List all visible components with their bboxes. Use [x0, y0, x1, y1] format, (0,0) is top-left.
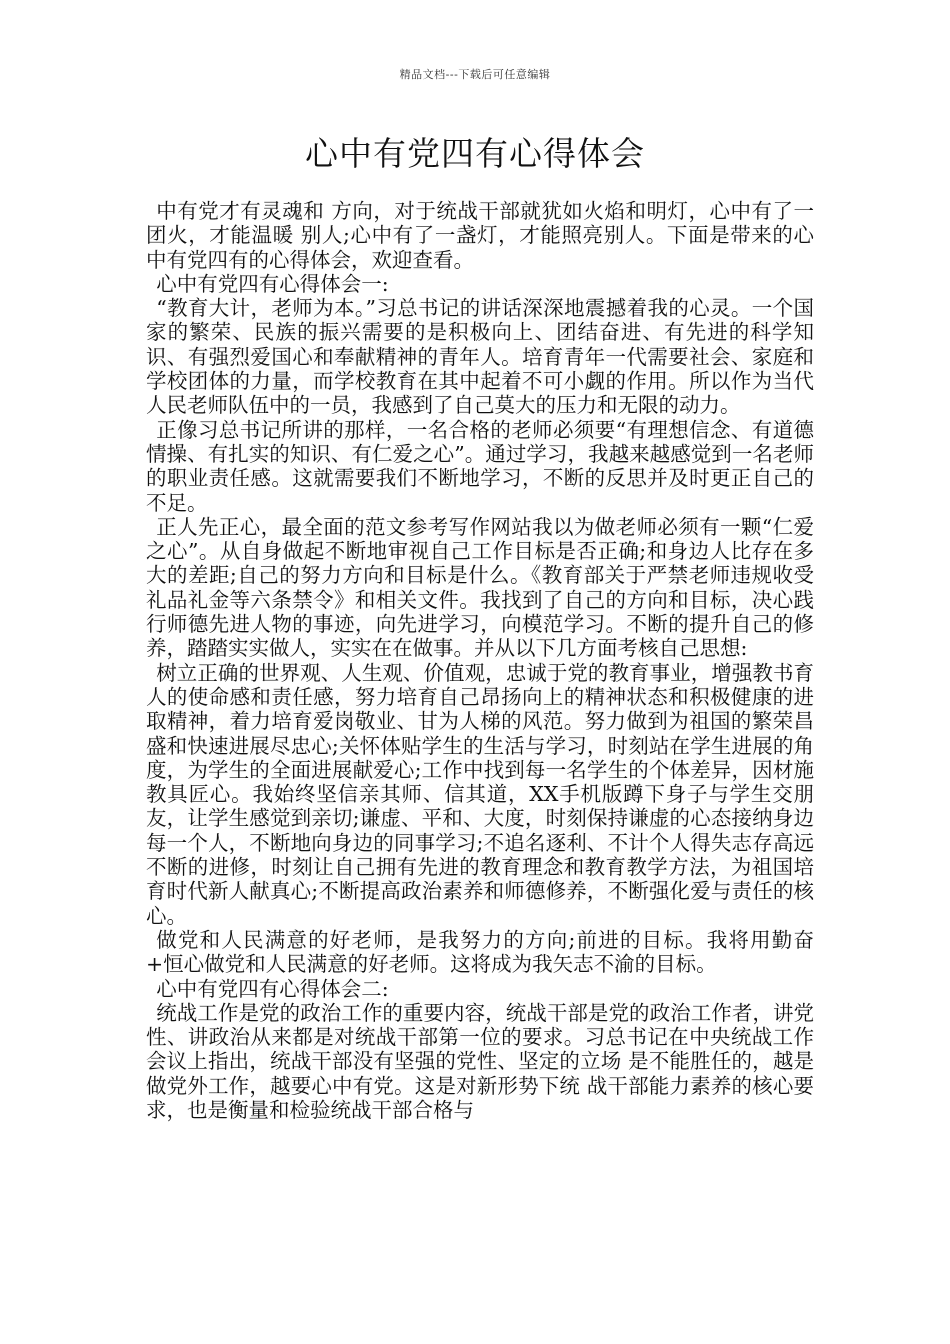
paragraph: 正像习总书记所讲的那样，一名合格的老师必须要“有理想信念、有道德情操、有扎实的知识、有仁爱之心”。通过学习，我越来越感觉到一名老师的职业责任感。这就需要我们不断地学习，不断的反思并及时更正自己的不足。	[146, 417, 814, 515]
page-header-note: 精品文档---下载后可任意编辑	[399, 68, 551, 81]
paragraph: 做党和人民满意的好老师，是我努力的方向;前进的目标。我将用勤奋+恒心做党和人民满意的好老师。这将成为我矢志不渝的目标。	[146, 927, 814, 977]
section-heading-1: 心中有党四有心得体会一:	[156, 271, 389, 296]
document-title: 心中有党四有心得体会	[305, 134, 645, 173]
document-body	[146, 199, 814, 1122]
paragraph-intro: 中有党才有灵魂和 方向，对于统战干部就犹如火焰和明灯，心中有了一团火，才能温暖 别人;心中有了一盏灯，才能照亮别人。下面是带来的心中有党四有的心得体会，欢迎查看。	[146, 199, 814, 272]
paragraph: “教育大计，老师为本。”习总书记的讲话深深地震撼着我的心灵。一个国家的繁荣、民族的振兴需要的是积极向上、团结奋进、有先进的科学知识、有强烈爱国心和奉献精神的青年人。培育青年一代需要社会、家庭和学校团体的力量，而学校教育在其中起着不可小觑的作用。所以作为当代人民老师队伍中的一员，我感到了自己莫大的压力和无限的动力。	[146, 296, 814, 418]
paragraph: 正人先正心，最全面的范文参考写作网站我以为做老师必须有一颗“仁爱之心”。从自身做起不断地审视自己工作目标是否正确;和身边人比存在多大的差距;自己的努力方向和目标是什么。《教育部关于严禁老师违规收受礼品礼金等六条禁令》和相关文件。我找到了自己的方向和目标，决心践行师德先进人物的事迹，向先进学习，向模范学习。不断的提升自己的修养，踏踏实实做人，实实在在做事。并从以下几方面考核自己思想:	[146, 514, 814, 661]
paragraph: 树立正确的世界观、人生观、价值观，忠诚于党的教育事业，增强教书育人的使命感和责任感，努力培育自己昂扬向上的精神状态和积极健康的进取精神，着力培育爱岗敬业、甘为人梯的风范。努力做到为祖国的繁荣昌盛和快速进展尽忠心;关怀体贴学生的生活与学习，时刻站在学生进展的角度，为学生的全面进展献爱心;工作中找到每一名学生的个体差异，因材施教具匠心。我始终坚信亲其师、信其道，XX手机版蹲下身子与学生交朋友，让学生感觉到亲切;谦虚、平和、大度，时刻保持谦虚的心态接纳身边每一个人，不断地向身边的同事学习;不追名逐利、不计个人得失志存高远不断的进修，时刻让自己拥有先进的教育理念和教育教学方法，为祖国培育时代新人献真心;不断提高政治素养和师德修养，不断强化爱与责任的核心。	[146, 660, 814, 928]
section-heading-2: 心中有党四有心得体会二:	[156, 976, 389, 1001]
paragraph: 统战工作是党的政治工作的重要内容，统战干部是党的政治工作者，讲党性、讲政治从来都是对统战干部第一位的要求。习总书记在中央统战工作会议上指出，统战干部没有坚强的党性、坚定的立场 是不能胜任的，越是做党外工作，越要心中有党。这是对新形势下统 战干部能力素养的核心要求，也是衡量和检验统战干部合格与	[146, 1000, 814, 1122]
